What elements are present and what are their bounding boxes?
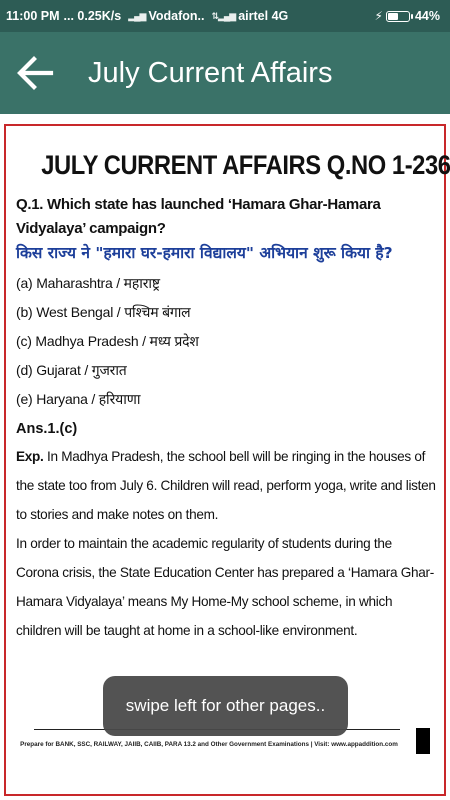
signal-icon: ⇅▂▄▆ <box>211 10 236 21</box>
toast-message: swipe left for other pages.. <box>103 676 348 736</box>
document-title: JULY CURRENT AFFAIRS Q.NO 1-236 <box>41 150 450 180</box>
battery-percent: 44% <box>414 9 440 23</box>
option-d: (d) Gujarat / गुजरात <box>16 362 127 378</box>
status-carrier-1: Vodafon.. <box>148 9 205 23</box>
explanation-text: In Madhya Pradesh, the school bell will be ringing in the houses of the state too from July 6. Children will read, perform yoga, write and listen to stories and make notes on them. <box>16 449 436 522</box>
question-hindi: किस राज्य ने "हमारा घर-हमारा विद्यालय" अभियान शुरू किया है? <box>16 244 393 262</box>
question-text: Q.1. Which state has launched ‘Hamara Ghar-Hamara Vidyalaya’ campaign? <box>16 196 381 237</box>
status-bar <box>0 0 450 32</box>
answer: Ans.1.(c) <box>16 421 78 437</box>
status-time: 11:00 PM <box>6 9 60 23</box>
explanation-2: In order to maintain the academic regularity of students during the Corona crisis, the State Education Center has prepared a ‘Hamara Ghar-Hamara Vidyalaya’ means My Home-My school scheme, in which children will be taught at home in a school-like environment. <box>16 536 434 638</box>
option-a: (a) Maharashtra / महाराष्ट्र <box>16 275 160 291</box>
option-b: (b) West Bengal / पश्चिम बंगाल <box>16 304 191 320</box>
back-button[interactable] <box>0 32 70 114</box>
explanation-label: Exp. <box>16 449 44 464</box>
options-list <box>16 269 436 414</box>
page-title: July Current Affairs <box>88 56 333 89</box>
status-carrier-2: airtel 4G <box>238 9 289 23</box>
battery-icon <box>386 11 410 22</box>
app-bar <box>0 32 450 114</box>
signal-icon: ▂▄▆ <box>128 10 146 21</box>
page-marker <box>416 728 430 754</box>
status-data-rate: ... 0.25K/s <box>63 9 122 23</box>
option-e: (e) Haryana / हरियाणा <box>16 391 141 407</box>
charging-icon: ⚡ <box>374 9 383 23</box>
explanation-1 <box>16 442 436 529</box>
page-footer: Prepare for BANK, SSC, RAILWAY, JAIIB, CAIIB, PARA 13.2 and Other Government Examinations | Visit: www.appaddition.com <box>20 741 398 748</box>
arrow-left-icon <box>15 53 55 93</box>
option-c: (c) Madhya Pradesh / मध्य प्रदेश <box>16 333 199 349</box>
